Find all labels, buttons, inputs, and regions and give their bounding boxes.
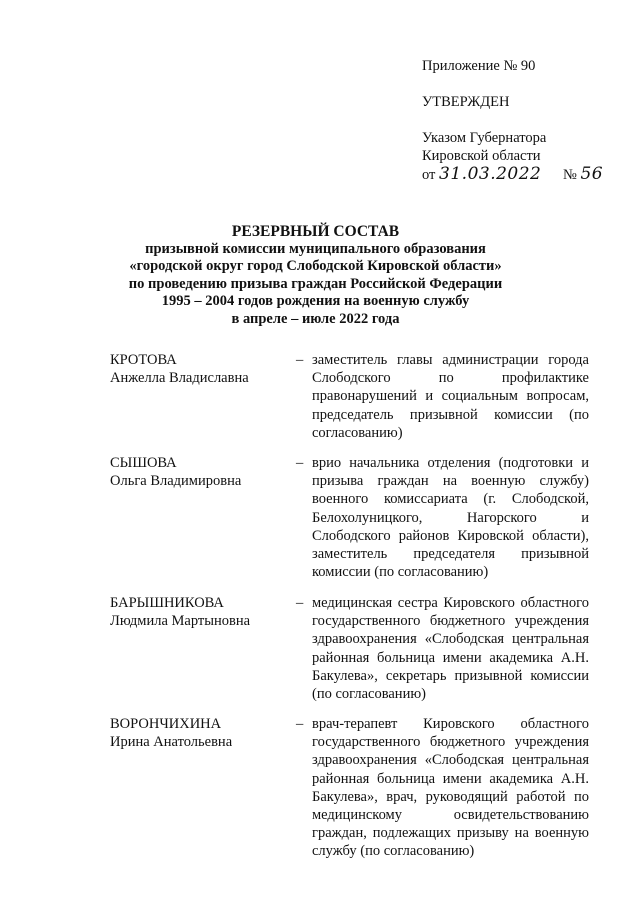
member-given-name: Ольга Владимировна (110, 473, 242, 490)
member-role: врио начальника отделения (подготовки и призыва граждан на военную службу) военного комиссариата (г. Слободской, Белохолуницкого, Нагорского и Слободского районов Кировской области), заместитель председателя призывной комиссии (по согласованию) (312, 455, 589, 581)
member-dash: – (296, 352, 304, 368)
member-name (110, 594, 280, 630)
member-given-name: Ирина Анатольевна (110, 734, 233, 751)
title-line-6: в апреле – июле 2022 года (231, 310, 400, 327)
member-given-name: Людмила Мартыновна (110, 613, 251, 630)
appendix-number: Приложение № 90 (422, 58, 536, 74)
from-prefix: от (422, 167, 436, 183)
title-line-1: РЕЗЕРВНЫЙ СОСТАВ (231, 223, 400, 240)
member-surname: КРОТОВА (110, 352, 177, 368)
member-name (110, 715, 280, 751)
member-dash: – (296, 455, 304, 471)
title-line-3: «городской округ город Слободской Кировской области» (129, 258, 502, 274)
member-role: заместитель главы администрации города Слободского по профилактике правонарушений и социальным вопросам, председатель призывной комиссии (по согласованию) (312, 352, 589, 441)
member-dash: – (296, 595, 304, 611)
handwritten-date: 31.03.2022 (439, 164, 542, 184)
member-surname: СЫШОВА (110, 455, 177, 471)
member-name (110, 351, 280, 387)
member-role: медицинская сестра Кировского областного государственного бюджетного учреждения здравоохранения «Слободская центральная районная больница имени академика А.Н. Бакулева», секретарь призывной комиссии (по согласованию) (312, 595, 589, 703)
decree-line-1: Указом Губернатора (422, 130, 547, 146)
member-given-name: Анжелла Владиславна (110, 370, 249, 387)
title-line-2: призывной комиссии муниципального образования (145, 240, 486, 257)
title-line-5: 1995 – 2004 годов рождения на военную службу (161, 293, 470, 309)
document-title (0, 223, 631, 328)
approval-header (422, 57, 603, 184)
number-prefix: № (563, 167, 577, 183)
decree-date-line (422, 165, 603, 184)
member-role: врач-терапевт Кировского областного государственного бюджетного учреждения здравоохранения «Слободская центральная районная больница имени академика А.Н. Бакулева», врач, руководящий работой по медицинскому освидетельствованию граждан, подлежащих призыву на военную службу (по согласованию) (312, 716, 589, 860)
approved-label: УТВЕРЖДЕН (422, 94, 510, 110)
member-surname: ВОРОНЧИХИНА (110, 716, 222, 732)
title-line-4: по проведению призыва граждан Российской Федерации (128, 275, 503, 292)
member-name (110, 454, 280, 490)
handwritten-number: 56 (580, 164, 604, 184)
member-dash: – (296, 716, 304, 732)
member-surname: БАРЫШНИКОВА (110, 595, 224, 611)
decree-line-2: Кировской области (422, 148, 541, 164)
